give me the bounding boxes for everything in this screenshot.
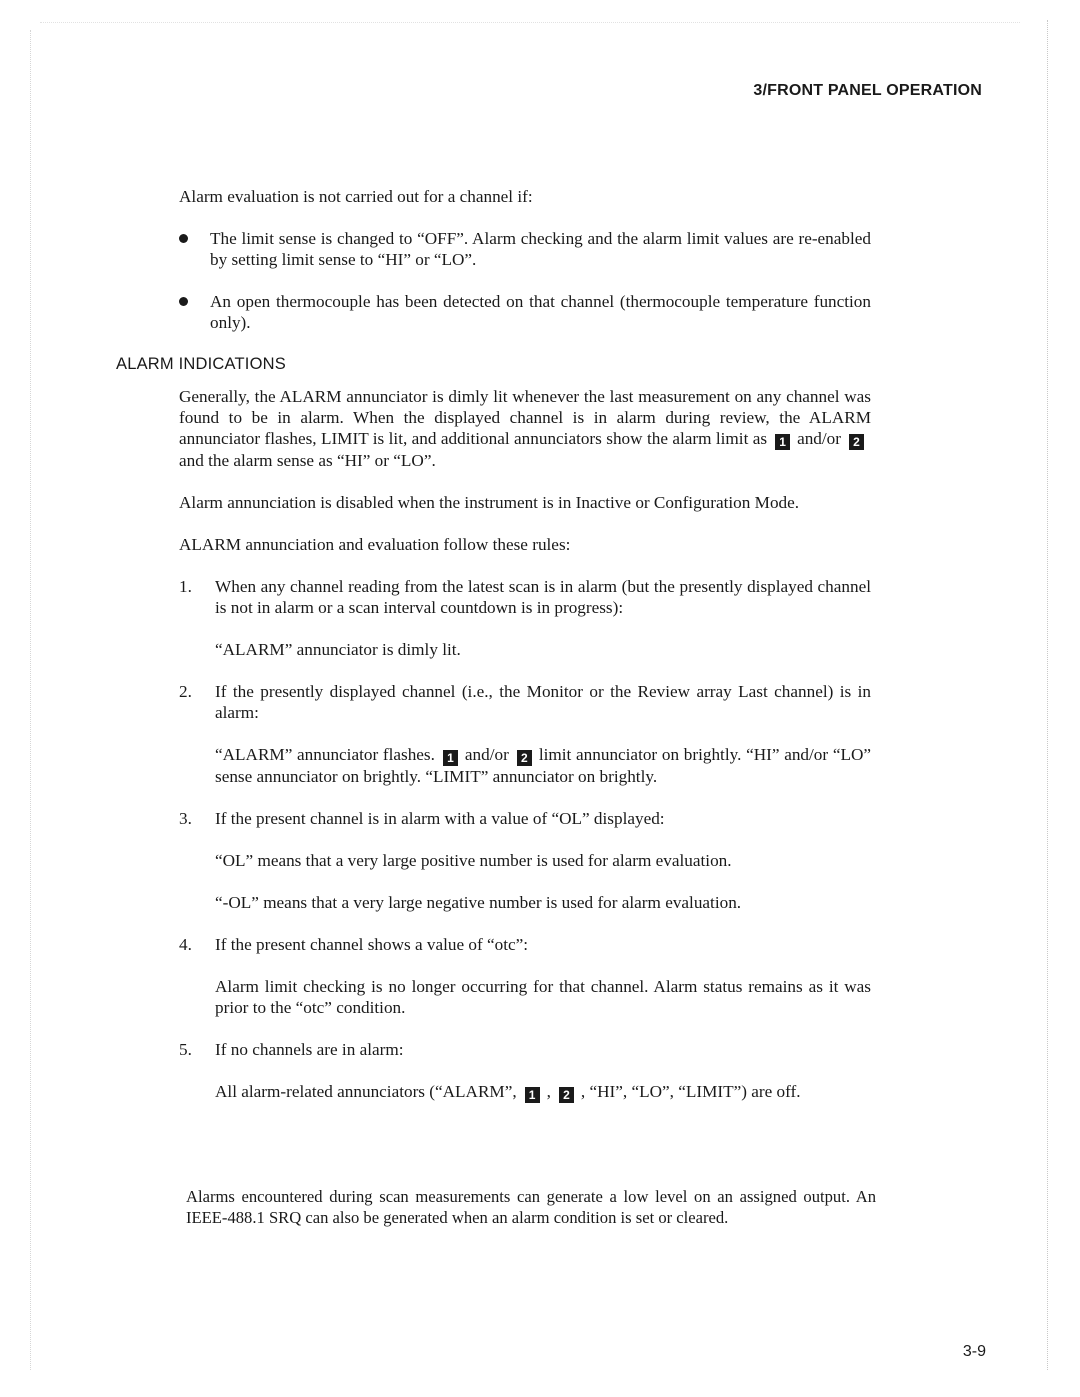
rule-result-line: “OL” means that a very large positive number is used for alarm evaluation. <box>215 851 732 870</box>
exception-item <box>179 228 871 270</box>
section-header: 3/FRONT PANEL OPERATION <box>753 82 982 99</box>
rule-result: “ALARM” annunciator flashes. 1 and/or 2 limit annunciator on brightly. “HI” and/or “LO” sense annunciator on brightly. “LIMIT” annunciator on brightly. <box>215 745 871 786</box>
paragraph-general: Generally, the ALARM annunciator is dimly lit whenever the last measurement on any channel was found to be in alarm. When the displayed channel is in alarm during review, the ALARM annunciator flashes, LIMIT is lit, and additional annunciators show the alarm limit as 1 and/or 2and the alarm sense as “HI” or “LO”. <box>179 387 871 470</box>
rule-condition: If the present channel shows a value of “otc”: <box>215 935 529 954</box>
rule-result: Alarm limit checking is no longer occurring for that channel. Alarm status remains as it was prior to the “otc” condition. <box>215 977 871 1017</box>
rule-result: All alarm-related annunciators (“ALARM”, 1 , 2 , “HI”, “LO”, “LIMIT”) are off. <box>215 1082 801 1102</box>
key-1-icon: 1 <box>443 750 458 766</box>
bullet-icon <box>179 297 188 306</box>
exception-text: The limit sense is changed to “OFF”. Alarm checking and the alarm limit values are re-enabled by setting limit sense to “HI” or “LO”. <box>210 229 871 269</box>
alarm-indications-body <box>179 386 871 1124</box>
intro-block <box>179 186 871 354</box>
rule-item-1 <box>179 576 871 660</box>
key-1-icon: 1 <box>775 434 790 450</box>
exception-item <box>179 291 871 333</box>
rule-item-5 <box>179 1039 871 1103</box>
scan-artifact-top <box>40 22 1020 23</box>
rule-number: 5. <box>179 1040 192 1059</box>
rule-number: 1. <box>179 577 192 596</box>
paragraph-disabled: Alarm annunciation is disabled when the instrument is in Inactive or Configuration Mode. <box>179 493 800 512</box>
closing-paragraph: Alarms encountered during scan measurements can generate a low level on an assigned output. An IEEE-488.1 SRQ can also be generated when an alarm condition is set or cleared. <box>186 1187 876 1227</box>
bullet-icon <box>179 234 188 243</box>
scan-artifact-left <box>30 30 31 1370</box>
exception-list <box>179 228 871 333</box>
rule-result-line: “-OL” means that a very large negative number is used for alarm evaluation. <box>215 893 742 912</box>
rule-condition: If the presently displayed channel (i.e., the Monitor or the Review array Last channel) is in alarm: <box>215 682 871 722</box>
key-2-icon: 2 <box>849 434 864 450</box>
rule-number: 2. <box>179 682 192 701</box>
rule-item-3 <box>179 808 871 913</box>
rule-condition: When any channel reading from the latest scan is in alarm (but the presently displayed channel is not in alarm or a scan interval countdown is in progress): <box>215 577 871 617</box>
page-number: 3-9 <box>962 1343 986 1360</box>
rule-condition: If the present channel is in alarm with a value of “OL” displayed: <box>215 809 665 828</box>
rule-item-2 <box>179 681 871 787</box>
rule-number: 4. <box>179 935 192 954</box>
key-2-icon: 2 <box>517 750 532 766</box>
exception-text: An open thermocouple has been detected on that channel (thermocouple temperature function only). <box>210 292 871 332</box>
rule-result: “ALARM” annunciator is dimly lit. <box>215 640 461 659</box>
rule-number: 3. <box>179 809 192 828</box>
scan-artifact-right <box>1047 20 1060 1370</box>
rule-result <box>215 850 871 913</box>
section-heading: ALARM INDICATIONS <box>116 355 286 373</box>
key-1-icon: 1 <box>525 1087 540 1103</box>
rule-item-4 <box>179 934 871 1018</box>
intro-text: Alarm evaluation is not carried out for a channel if: <box>179 187 533 206</box>
paragraph-rules-intro: ALARM annunciation and evaluation follow these rules: <box>179 535 571 554</box>
rule-condition: If no channels are in alarm: <box>215 1040 404 1059</box>
key-2-icon: 2 <box>559 1087 574 1103</box>
